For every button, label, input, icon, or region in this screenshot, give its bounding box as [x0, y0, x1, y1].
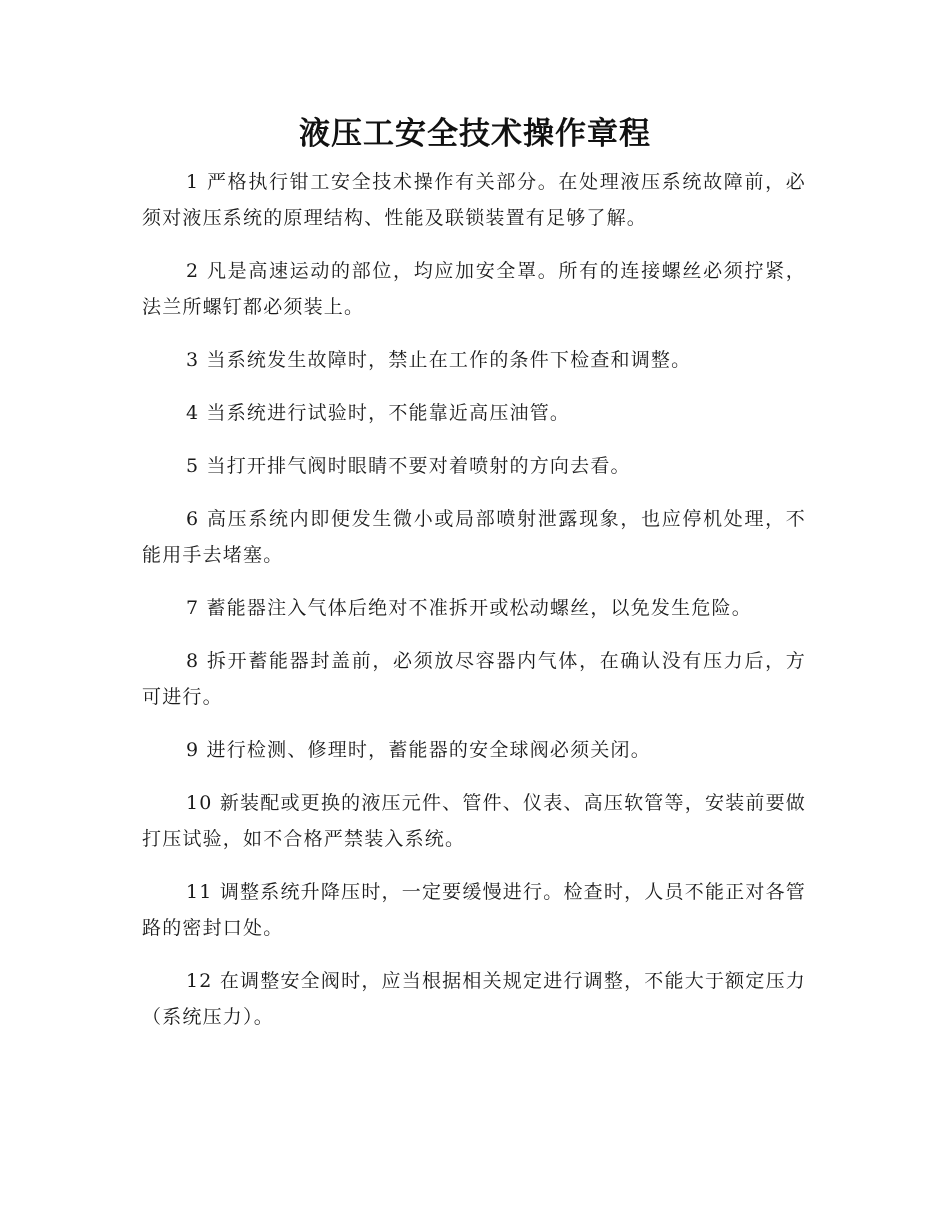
paragraph-11: 11 调整系统升降压时，一定要缓慢进行。检查时，人员不能正对各管路的密封口处。 [142, 881, 806, 939]
paragraph-9: 9 进行检测、修理时，蓄能器的安全球阀必须关闭。 [186, 739, 651, 761]
paragraph-4: 4 当系统进行试验时，不能靠近高压油管。 [186, 402, 571, 424]
document-title: 液压工安全技术操作章程 [299, 116, 651, 152]
paragraph-5: 5 当打开排气阀时眼睛不要对着喷射的方向去看。 [186, 455, 631, 477]
paragraph-8: 8 拆开蓄能器封盖前，必须放尽容器内气体，在确认没有压力后，方可进行。 [142, 650, 806, 708]
paragraph-7: 7 蓄能器注入气体后绝对不准拆开或松动螺丝，以免发生危险。 [186, 597, 752, 619]
paragraph-10: 10 新装配或更换的液压元件、管件、仪表、高压软管等，安装前要做打压试验，如不合格严禁装入系统。 [142, 792, 806, 850]
document-body [142, 164, 806, 1052]
paragraph-6: 6 高压系统内即便发生微小或局部喷射泄露现象，也应停机处理，不能用手去堵塞。 [142, 508, 806, 566]
paragraph-3: 3 当系统发生故障时，禁止在工作的条件下检查和调整。 [186, 349, 692, 371]
paragraph-2: 2 凡是高速运动的部位，均应加安全罩。所有的连接螺丝必须拧紧，法兰所螺钉都必须装上。 [142, 260, 806, 318]
paragraph-12: 12 在调整安全阀时，应当根据相关规定进行调整，不能大于额定压力（系统压力）。 [142, 970, 806, 1028]
paragraph-1: 1 严格执行钳工安全技术操作有关部分。在处理液压系统故障前，必须对液压系统的原理结构、性能及联锁装置有足够了解。 [142, 171, 806, 229]
